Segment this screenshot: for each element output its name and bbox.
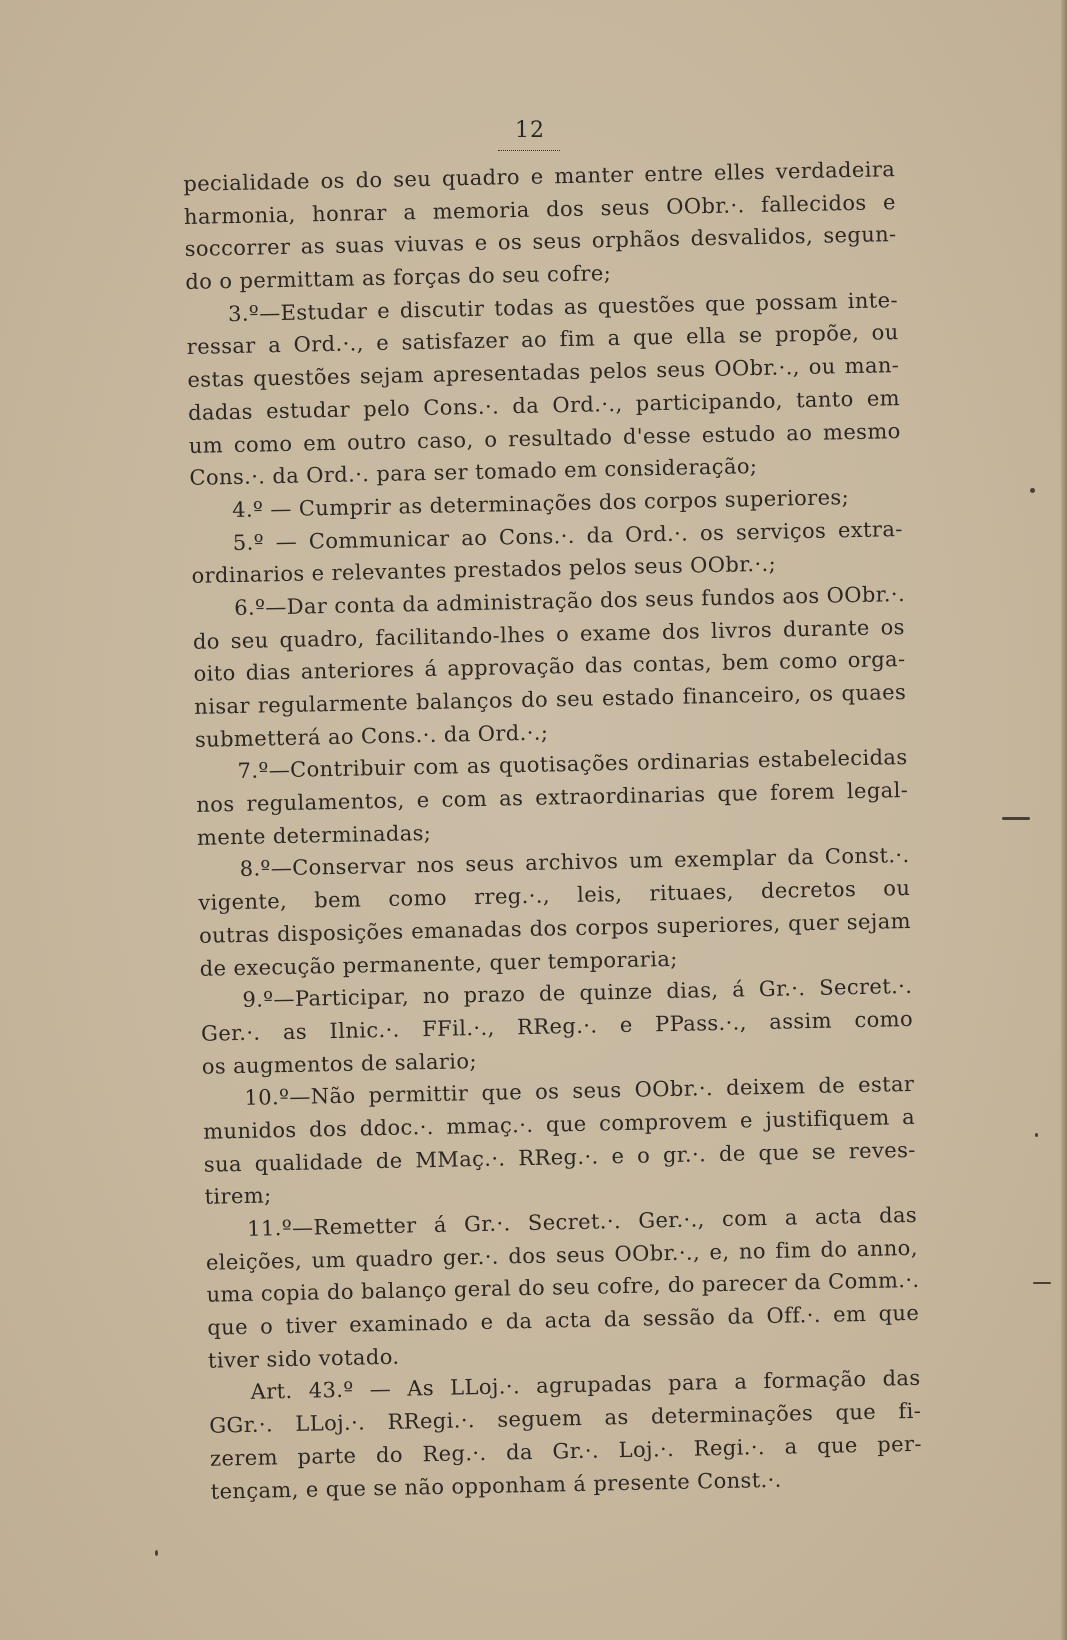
text-line: Ger.·. as Ilnic.·. FFil.·., RReg.·. e PPass.·., assim como [200, 1006, 914, 1046]
text-line: sua qualidade de MMaç.·. RReg.·. e o gr.·. de que se reves- [203, 1137, 916, 1177]
text-line: vigente, bem como rreg.·., leis, rituaes, decretos ou [198, 876, 911, 915]
text-line: 7.º—Contribuir com as quotisações ordinarias estabelecidas [237, 745, 908, 784]
text-line: 10.º—Não permittir que os seus OObr.·. deixem de estar [244, 1072, 915, 1111]
text-line: ordinarios e relevantes prestados pelos seus OObr.·.; [191, 551, 777, 589]
ink-speck [1030, 488, 1035, 493]
page-edge [1061, 0, 1067, 1640]
text-line: 8.º—Conservar nos seus archivos um exemplar da Const.·. [239, 843, 910, 882]
page-number-rule [498, 150, 560, 151]
body-text [183, 153, 923, 1508]
text-line: 9.º—Participar, no prazo de quinze dias, á Gr.·. Secret.·. [242, 974, 913, 1013]
text-line: zerem parte do Reg.·. da Gr.·. Loj.·. Regi.·. a que per- [209, 1431, 923, 1471]
text-line: do o permittam as forças do seu cofre; [185, 261, 612, 295]
text-line: tençam, e que se não opponham á presente Const.·. [210, 1467, 782, 1504]
text-line: Cons.·. da Ord.·. para ser tomado em consideração; [189, 454, 758, 491]
text-line: oito dias anteriores á approvação das contas, bem como orga- [193, 647, 906, 687]
ink-speck [1002, 817, 1030, 820]
text-line: de execução permanente, quer temporaria; [199, 946, 678, 981]
text-line: pecialidade os do seu quadro e manter entre elles verdadeira [183, 157, 896, 196]
text-line: submetterá ao Cons.·. da Ord.·.; [194, 720, 549, 752]
text-line: mente determinadas; [196, 820, 432, 850]
text-line: soccorrer as suas viuvas e os seus orphãos desvalidos, segun- [184, 222, 897, 262]
text-line: 11.º—Remetter á Gr.·. Secret.·. Ger.·., com a acta das [246, 1202, 918, 1241]
text-line: do seu quadro, facilitando-lhes o exame dos livros durante os [192, 614, 906, 654]
text-line: munidos dos ddoc.·. mmaç.·. que comprovem e justifiquem a [202, 1104, 916, 1144]
ink-speck [155, 1550, 158, 1556]
text-line: eleições, um quadro ger.·. dos seus OObr.·., e, no fim do anno, [205, 1235, 919, 1275]
text-line: 3.º—Estudar e discutir todas as questões que possam inte- [227, 287, 899, 326]
text-line: nisar regularmente balanços do seu estado financeiro, os quaes [194, 679, 907, 719]
text-line: um como em outro caso, o resultado d'esse estudo ao mesmo [188, 418, 901, 458]
text-line: dadas estudar pelo Cons.·. da Ord.·., participando, tanto em [187, 385, 901, 425]
text-line: os augmentos de salario; [201, 1048, 478, 1079]
text-line: harmonia, honrar a memoria dos seus OObr.·. fallecidos e [183, 189, 897, 229]
text-line: Art. 43.º — As LLoj.·. agrupadas para a formação das [250, 1366, 921, 1405]
text-line: 6.º—Dar conta da administração dos seus fundos aos OObr.·. [233, 581, 906, 620]
text-line: estas questões sejam apresentadas pelos seus OObr.·., ou man- [187, 353, 900, 393]
text-line: GGr.·. LLoj.·. RRegi.·. seguem as determinações que fi- [209, 1398, 922, 1438]
text-line: 5.º — Communicar ao Cons.·. da Ord.·. os serviços extra- [232, 516, 903, 555]
text-line: nos regulamentos, e com as extraordinarias que forem legal- [196, 778, 909, 817]
text-line: ressar a Ord.·., e satisfazer ao fim a que ella se propõe, ou [186, 320, 899, 360]
ink-speck [1035, 1133, 1038, 1137]
text-line: outras disposições emanadas dos corpos superiores, quer sejam [198, 908, 912, 948]
text-line: tirem; [204, 1183, 272, 1210]
text-line: 4.º — Cumprir as determinações dos corpos superiores; [231, 485, 850, 522]
text-line: que o tiver examinado e da acta da sessão da Off.·. em que [207, 1300, 920, 1340]
text-line: tiver sido votado. [207, 1344, 400, 1373]
ink-speck [1033, 1282, 1051, 1284]
text-line: uma copia do balanço geral do seu cofre, do parecer da Comm.·. [206, 1268, 920, 1308]
page-number: 12 [515, 118, 545, 143]
